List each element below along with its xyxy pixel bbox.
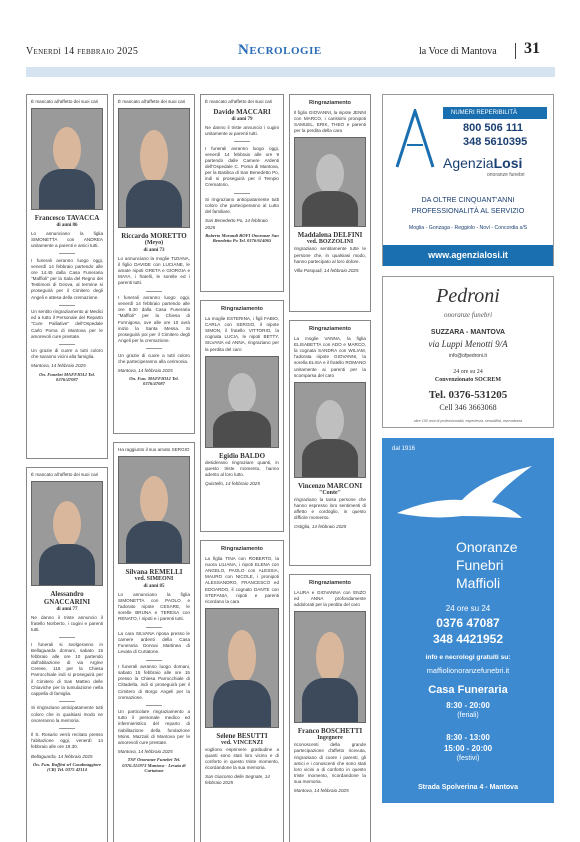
obituary-intro: È mancato all'affetto dei suoi cari [31, 99, 99, 104]
maffioli-24h: 24 ore su 24 [445, 604, 491, 613]
dove-icon [392, 458, 542, 528]
portrait-photo [118, 108, 190, 228]
separator [59, 701, 75, 702]
pedroni-cell: Cell 346 3663068 [439, 403, 497, 412]
separator [59, 728, 75, 729]
maffioli-phone-2: 348 4421952 [432, 632, 504, 646]
obituary-text: Lo annunciano la figlia SIMONETTA con PAOLO e l'adorato nipote CESARE, le sorelle BRUNA e TERESA con RENATO, i nipoti e i parenti tutti. [118, 592, 190, 622]
deceased-title: Ingegnere [317, 735, 343, 742]
notice-title: Ringraziamento [309, 326, 351, 332]
notice-text: Il figlio GIOVANNI, la nipote JENNI con MARCO, i carissimi pronipoti SAMUEL, ERIK, THEO e parenti per la perdita della cara [294, 110, 366, 134]
obituary-remelli [113, 442, 195, 842]
obituary-moretto [113, 94, 195, 434]
deceased-married-name: ved. VINCENZI [221, 739, 263, 746]
notice-title: Ringraziamento [221, 306, 263, 312]
thanks-baldo [200, 300, 284, 532]
notice-text: ringraziano la tanta persone che hanno espresso loro sentimenti di affetto e cordoglio, in questo difficile momento. [294, 496, 366, 521]
thanks-marconi [289, 320, 371, 566]
pedroni-footer: oltre 150 anni di professionalità, esperienza, sensibilità, riservatezza [413, 419, 523, 423]
portrait-photo [294, 382, 366, 478]
maffioli-hours-1: 8:30 - 20:00 [446, 701, 490, 710]
maffioli-hours-1-note: (feriali) [457, 712, 479, 719]
funeral-home-signature: On. Fun. Ruffini srl Casalmaggiore (CR) Tel. 0375 42114 [32, 761, 102, 773]
losi-brand: AgenziaLosi [443, 155, 523, 171]
losi-logo-icon [393, 109, 437, 169]
losi-phone-2: 348 5610395 [463, 136, 528, 148]
deceased-nickname: (Meyo) [144, 240, 164, 247]
thanks-delfini [289, 94, 371, 312]
losi-claim-1: DA OLTRE CINQUANT'ANNI [421, 195, 515, 204]
place-date: Villa Pasquali, 14 febbraio 2025 [294, 267, 359, 273]
deceased-name: Riccardo MORETTO [121, 232, 187, 241]
ad-pedroni [382, 276, 554, 428]
notice-text: vogliono esprimere gratitudine a quanti sono stati loro vicino e di conforto in questo triste momento, ricordandone la sua memoria. [205, 746, 279, 771]
deceased-name: Francesco TAVACCA [34, 214, 100, 223]
place-date: San Giacomo delle Segnate, 14 febbraio 2025 [205, 774, 270, 786]
maffioli-since: dal 1916 [392, 446, 416, 452]
obituary-text: I funerali avranno luogo domani, sabato 15 febbraio alle ore 15 presso la Chiesa Parrocchiale di Cittadella, indi si proseguirà per il Cimitero di Borgo Angeli per la cremazione. [118, 664, 190, 700]
deceased-age: di anni 73 [143, 248, 165, 254]
obituary-intro: Ha raggiunto il suo amato SERGIO [118, 447, 190, 452]
pedroni-brand: Pedroni [436, 285, 500, 307]
deceased-name: Silvana REMELLI [125, 568, 183, 577]
obituary-intro: È mancato all'affetto dei suoi cari [205, 99, 273, 104]
pedroni-subtitle: onoranze funebri [443, 311, 493, 319]
obituary-text: Ne danno il triste annuncio il fratello Norberto, i cugini e parenti tutti. [31, 615, 103, 633]
portrait-photo [294, 137, 366, 227]
separator [146, 348, 162, 349]
place-date: Ostiglia, 14 febbraio 2025 [294, 524, 347, 530]
place-date: Mantova, 14 febbraio 2025 [118, 367, 173, 373]
maffioli-hours-3: 15:00 - 20:00 [443, 744, 493, 753]
deceased-name: Vincenzo MARCONI [297, 481, 363, 490]
ad-maffioli [382, 438, 554, 803]
obituary-text: Un grazie di cuore a tutti coloro che saranno vicini alla famiglia. [31, 348, 103, 360]
obituary-text: Si ringraziano anticipatamente tutti coloro che parteciperanno al Lutto del familiare. [205, 197, 279, 215]
deceased-name: Alessandro GNACCARINI [43, 590, 91, 607]
obituary-text: La cara SILVANA riposa presso le camere ardenti della Casa Funeraria Donnai Martinea di Levata di Curtatone. [118, 631, 190, 655]
separator [146, 705, 162, 706]
portrait-photo [294, 611, 366, 723]
maffioli-casa: Casa Funeraria [428, 684, 508, 696]
portrait-photo [31, 481, 103, 586]
portrait-photo [118, 456, 190, 564]
newspaper-name: la Voce di Mantova [419, 46, 497, 57]
obituary-intro: È mancato all'affetto dei suoi cari [31, 472, 99, 477]
deceased-age: di anni 86 [56, 223, 78, 229]
separator [59, 253, 75, 254]
obituary-intro: È mancato all'affetto dei suoi cari [118, 99, 186, 104]
obituary-text: Ne danno il triste annuncio i cugini unitamente ai parenti tutti. [205, 125, 279, 137]
maffioli-name: Onoranze Funebri Maffioli [456, 539, 518, 591]
obituary-text: Il S. Rosario verrà recitato presso l'abitazione oggi, venerdì 14 febbraio alle ore 19.30. [31, 732, 103, 750]
funeral-home-signature: On. Fun. MAFFIOLI Tel. 0376/47087 [129, 375, 179, 387]
separator [146, 660, 162, 661]
notice-text: desiderano ringraziare quanti, in questo triste momento, hanno aderito al loro lutto. [205, 459, 279, 477]
portrait-photo [31, 108, 103, 210]
thanks-boschetti [289, 574, 371, 842]
deceased-nickname: "Conte" [319, 489, 341, 496]
pedroni-address: via Luppi Menotti 9/A [428, 339, 508, 349]
portrait-photo [205, 608, 279, 728]
notice-title: Ringraziamento [221, 546, 263, 552]
maffioli-phone-1: 0376 47087 [436, 616, 500, 630]
obituary-maccari [200, 94, 284, 292]
maffioli-info: info e necrologi gratuiti su: [425, 654, 511, 661]
obituary-text: I funerali si svolgeranno in Bellaguarda domani, sabato 15 febbraio alle ore 10 partendo dall'abitazione di via Argine Cerese, 116 per la Chiesa Parrocchiale indi si proseguirà per il Cimitero di San Matteo delle Chiaviche per la tumulazione nella cappella di famiglia. [31, 641, 103, 696]
separator [234, 193, 250, 194]
losi-claim-2: PROFESSIONALITÀ AL SERVIZIO [411, 206, 525, 215]
separator [146, 291, 162, 292]
page-number: 31 [524, 40, 540, 57]
maffioli-website-link[interactable]: maffiolionoranzefunebri.it [426, 666, 510, 675]
obituary-text: I funerali avranno luogo oggi, venerdì 14 febbraio partendo alle ore 8.30 dalla Casa Funeraria "Maffioli" per la Chiesa di Formigosa, ove alle ore 10 avrà inizio la Santa Messa. Si proseguirà poi per il Cimitero degli Angeli per la cremazione. [118, 295, 190, 343]
thanks-besutti [200, 540, 284, 842]
losi-cities: Moglia - Gonzaga - Reggiolo - Novi - Concordia s/S [408, 225, 528, 231]
deceased-age: di anni 79 [231, 117, 253, 123]
deceased-age: di anni 77 [56, 607, 78, 613]
deceased-age: di anni 85 [143, 584, 165, 590]
deceased-married-name: ved. SIMEONI [134, 576, 174, 583]
maffioli-hours-2: 8:30 - 13:00 [446, 733, 490, 742]
notice-title: Ringraziamento [309, 580, 351, 586]
header-divider [515, 43, 516, 59]
obituary-gnaccarini [26, 467, 108, 842]
notice-title: Ringraziamento [309, 100, 351, 106]
obituary-text: Un sentito ringraziamento ai Medici ed a tutto il Personale del Reparto "Cure Palliative" dell'Ospedale Carlo Poma di Mantova per le amorevoli cure prestate. [31, 309, 103, 339]
pedroni-24h: 24 ore su 24 [453, 369, 483, 375]
obituary-text: I funerali avranno luogo oggi, venerdì 14 febbraio partendo alle ore 14.45 dalla Casa Funeraria "Maffioli" per la Sala del Regno dei Testimoni di Geova, al termine si proseguirà per il Cimitero degli Angeli e attesa della cremazione. [31, 257, 103, 300]
notice-text: riconoscenti della grande partecipazione d'affetto ricevuta, ringraziano di cuore i parenti, gli amici e i conoscenti che sono stati loro vicini a di conforto in questo triste momento, ricordandone la sua memoria. [294, 742, 366, 784]
ad-agenzia-losi [382, 94, 554, 266]
pedroni-email[interactable]: info@ofpedroni.it [449, 353, 487, 359]
issue-date: Venerdì 14 febbraio 2025 [26, 46, 139, 57]
obituary-text: Lo annunciano la figlia SIMONETTA con ANDREA unitamente a parenti e amici tutti. [31, 231, 103, 249]
place-date: San Benedetto Po, 14 febbraio 2025 [205, 218, 268, 230]
place-date: Bellaguarda, 14 febbraio 2025 [31, 753, 93, 759]
notice-text: ringraziano sentitamente tutte le persone che, in qualsiasi modo, hanno partecipato al loro dolore. [294, 246, 366, 264]
maffioli-address: Strada Spolverina 4 - Mantova [418, 784, 518, 791]
header-band [26, 67, 555, 77]
losi-website-link[interactable]: www.agenzialosi.it [383, 245, 553, 266]
deceased-name: Egidio BALDO [218, 451, 266, 460]
obituary-text: Un grazie di cuore a tutti coloro che parteciperanno alla cerimonia. [118, 352, 190, 364]
obituary-text: Si ringraziano anticipatamente tutti coloro che in qualsiasi modo ne onoreranno la memoria. [31, 705, 103, 723]
separator [234, 141, 250, 142]
maffioli-hours-3-note: (festivi) [456, 755, 480, 762]
notice-text: LAURA e GIOVANNA con ENZO ed ANNA profondamente addolorati per la perdita del caro [294, 590, 366, 608]
losi-subtitle: onoranze funebri [487, 172, 525, 178]
obituary-text: Un particolare ringraziamento a tutto il personale medico ed infermieristico del reparto di riabilitazione della fondazione Mons. Mazzali di Mantova per le amorevoli cure prestate. [118, 709, 190, 745]
place-date: Mantova, 14 febbraio 2025 [294, 788, 349, 794]
obituary-text: Lo annunciano la moglie TIZIANA, il figlio DAVIDE con LUCIANE, le amate nipoti GRETA e GIORGIA e MAYA, i fratelli, le sorelle ed i parenti tutti. [118, 256, 190, 286]
notice-text: La moglie VANNA, la figlia ELISABETTA con ADO e MARCO, la cognata SANDRA con WILIAM, l'adorata nipote GIOVANNI, la sorella ELISA e il fratello ROMANO unitamente ai parenti per la scomparsa del caro [294, 336, 366, 378]
pedroni-tel: Tel. 0376-531205 [428, 389, 508, 401]
funeral-home-signature: On. Funebri MAFFIOLI Tel. 0376/47087 [39, 371, 95, 383]
section-title: Necrologie [238, 42, 322, 58]
page-header [26, 40, 556, 62]
deceased-married-name: ved. BOZZOLINI [306, 239, 354, 246]
reperibility-label: NUMERI REPERIBILITÀ [443, 107, 547, 119]
pedroni-city: SUZZARA - MANTOVA [430, 329, 506, 336]
separator [59, 344, 75, 345]
deceased-name: Maddalena DELFINI [297, 231, 363, 240]
funeral-home-signature: Roberto Morandi BOFI Onoranze San Benedetto Po Tel. 0376/614065 [205, 232, 279, 244]
obituary-tavacca [26, 94, 108, 459]
notice-text: La figlia TINA con ROBERTO, la nuora LILIANA, i nipoti ELENA con ANGELO, PAOLO con ALESSIA, MAURO con NICOLE, i pronipoti ALESSANDRO, FRANCESCO ed EDOARDO, il cognato DANTE con STEFANIA, nipoti e parenti ricordano la cara [205, 556, 279, 604]
place-date: Quistello, 14 febbraio 2025 [205, 480, 260, 486]
separator [59, 305, 75, 306]
funeral-home-signature: TSF Onoranze Funebri Tel. 0376.315973 Mantova - Levata di Curtatone [122, 756, 186, 774]
obituary-text: I funerali avranno luogo oggi, venerdì 14 febbraio alle ore 9 partendo dalle Camere Ardenti dell'Ospedale C. Poma di Mantova, per la Basilica di San Benedetto Po, indi si proseguirà per il Tempio Crematorio. [205, 145, 279, 188]
deceased-name: Selene BESUTTI [216, 731, 268, 740]
separator [146, 627, 162, 628]
pedroni-convention: Convenzionato SOCREM [434, 377, 502, 383]
notice-text: La moglie ESTERINA, i figli FABIO, CARLA con SERGIO, il nipote SIMON, il fratello VITTORIO, la cognata LUCIA, le nipoti BETTY, SILVANA ed ANNA, ringraziano per la perdita del caro [205, 316, 279, 352]
place-date: Mantova, 14 febbraio 2025 [31, 363, 86, 369]
deceased-name: Franco BOSCHETTI [297, 727, 363, 736]
separator [59, 637, 75, 638]
deceased-name: Davide MACCARI [213, 108, 271, 117]
portrait-photo [205, 356, 279, 448]
place-date: Mantova, 14 febbraio 2025 [118, 748, 173, 754]
losi-phone-1: 800 506 111 [463, 122, 523, 134]
